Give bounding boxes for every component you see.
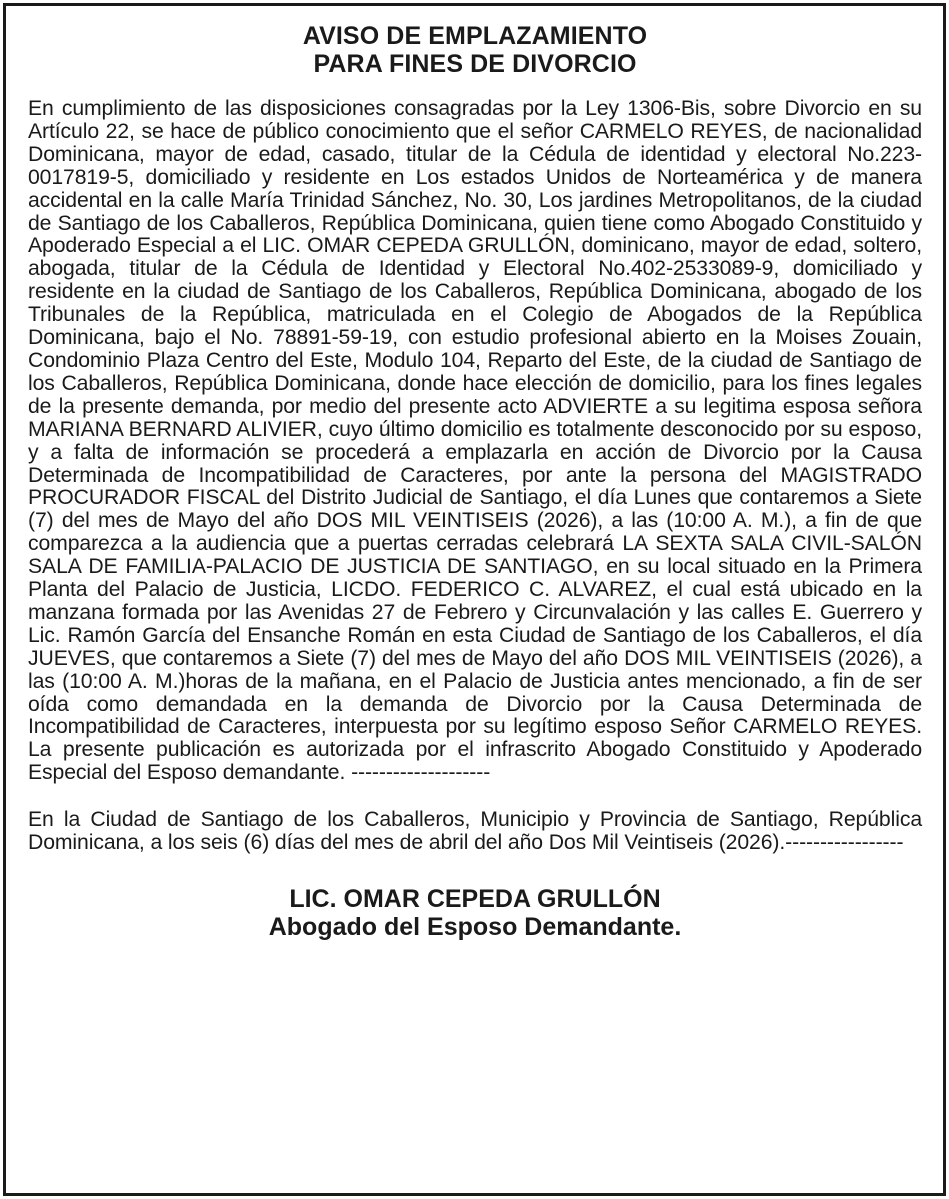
- title-line-1: AVISO DE EMPLAZAMIENTO: [302, 22, 648, 50]
- notice-frame: [3, 3, 946, 1196]
- notice-title: [28, 22, 922, 78]
- signature-role: Abogado del Esposo Demandante.: [268, 913, 682, 941]
- notice-content: [28, 22, 922, 941]
- title-line-2: PARA FINES DE DIVORCIO: [313, 50, 637, 78]
- notice-body-paragraph: En cumplimiento de las disposiciones consagradas por la Ley 1306-Bis, sobre Divorcio en su Artículo 22, se hace de público conocimiento que el señor CARMELO REYES, de nacionalidad Dominicana, mayor de edad, casado, titular de la Cédula de identidad y electoral No.223-0017819-5, domiciliado y residente en Los estados Unidos de Norteamérica y de manera accidental en la calle María Trinidad Sánchez, No. 30, Los jardines Metropolitanos, de la ciudad de Santiago de los Caballeros, República Dominicana, quien tiene como Abogado Constituido y Apoderado Especial a el LIC. OMAR CEPEDA GRULLÓN, dominicano, mayor de edad, soltero, abogada, titular de la Cédula de Identidad y Electoral No.402-2533089-9, domiciliado y residente en la ciudad de Santiago de los Caballeros, República Dominicana, abogado de los Tribunales de la República, matriculada en el Colegio de Abogados de la República Dominicana, bajo el No. 78891-59-19, con estudio profesional abierto en la Moises Zouain, Condominio Plaza Centro del Este, Modulo 104, Reparto del Este, de la ciudad de Santiago de los Caballeros, República Dominicana, donde hace elección de domicilio, para los fines legales de la presente demanda, por medio del presente acto ADVIERTE a su legitima esposa señora MARIANA BERNARD ALIVIER, cuyo último domicilio es totalmente desconocido por su esposo, y a falta de información se procederá a emplazarla en acción de Divorcio por la Causa Determinada de Incompatibilidad de Caracteres, por ante la persona del MAGISTRADO PROCURADOR FISCAL del Distrito Judicial de Santiago, el día Lunes que contaremos a Siete (7) del mes de Mayo del año DOS MIL VEINTISEIS (2026), a las (10:00 A. M.), a fin de que comparezca a la audiencia que a puertas cerradas celebrará LA SEXTA SALA CIVIL-SALÓN SALA DE FAMILIA-PALACIO DE JUSTICIA DE SANTIAGO, en su local situado en la Primera Planta del Palacio de Justicia, LICDO. FEDERICO C. ALVAREZ, el cual está ubicado en la manzana formada por las Avenidas 27 de Febrero y Circunvalación y las calles E. Guerrero y Lic. Ramón García del Ensanche Román en esta Ciudad de Santiago de los Caballeros, el día JUEVES, que contaremos a Siete (7) del mes de Mayo del año DOS MIL VEINTISEIS (2026), a las (10:00 A. M.)horas de la mañana, en el Palacio de Justicia antes mencionado, a fin de ser oída como demandada en la demanda de Divorcio por la Causa Determinada de Incompatibilidad de Caracteres, interpuesta por su legítimo esposo Señor CARMELO REYES. La presente publicación es autorizada por el infrascrito Abogado Constituido y Apoderado Especial del Esposo demandante. --------------------: [28, 97, 922, 785]
- signature-block: [28, 885, 922, 941]
- signature-name: LIC. OMAR CEPEDA GRULLÓN: [289, 885, 661, 913]
- closing-paragraph: En la Ciudad de Santiago de los Caballeros, Municipio y Provincia de Santiago, República Dominicana, a los seis (6) días del mes de abril del año Dos Mil Veintiseis (2026).-----------------: [28, 808, 922, 855]
